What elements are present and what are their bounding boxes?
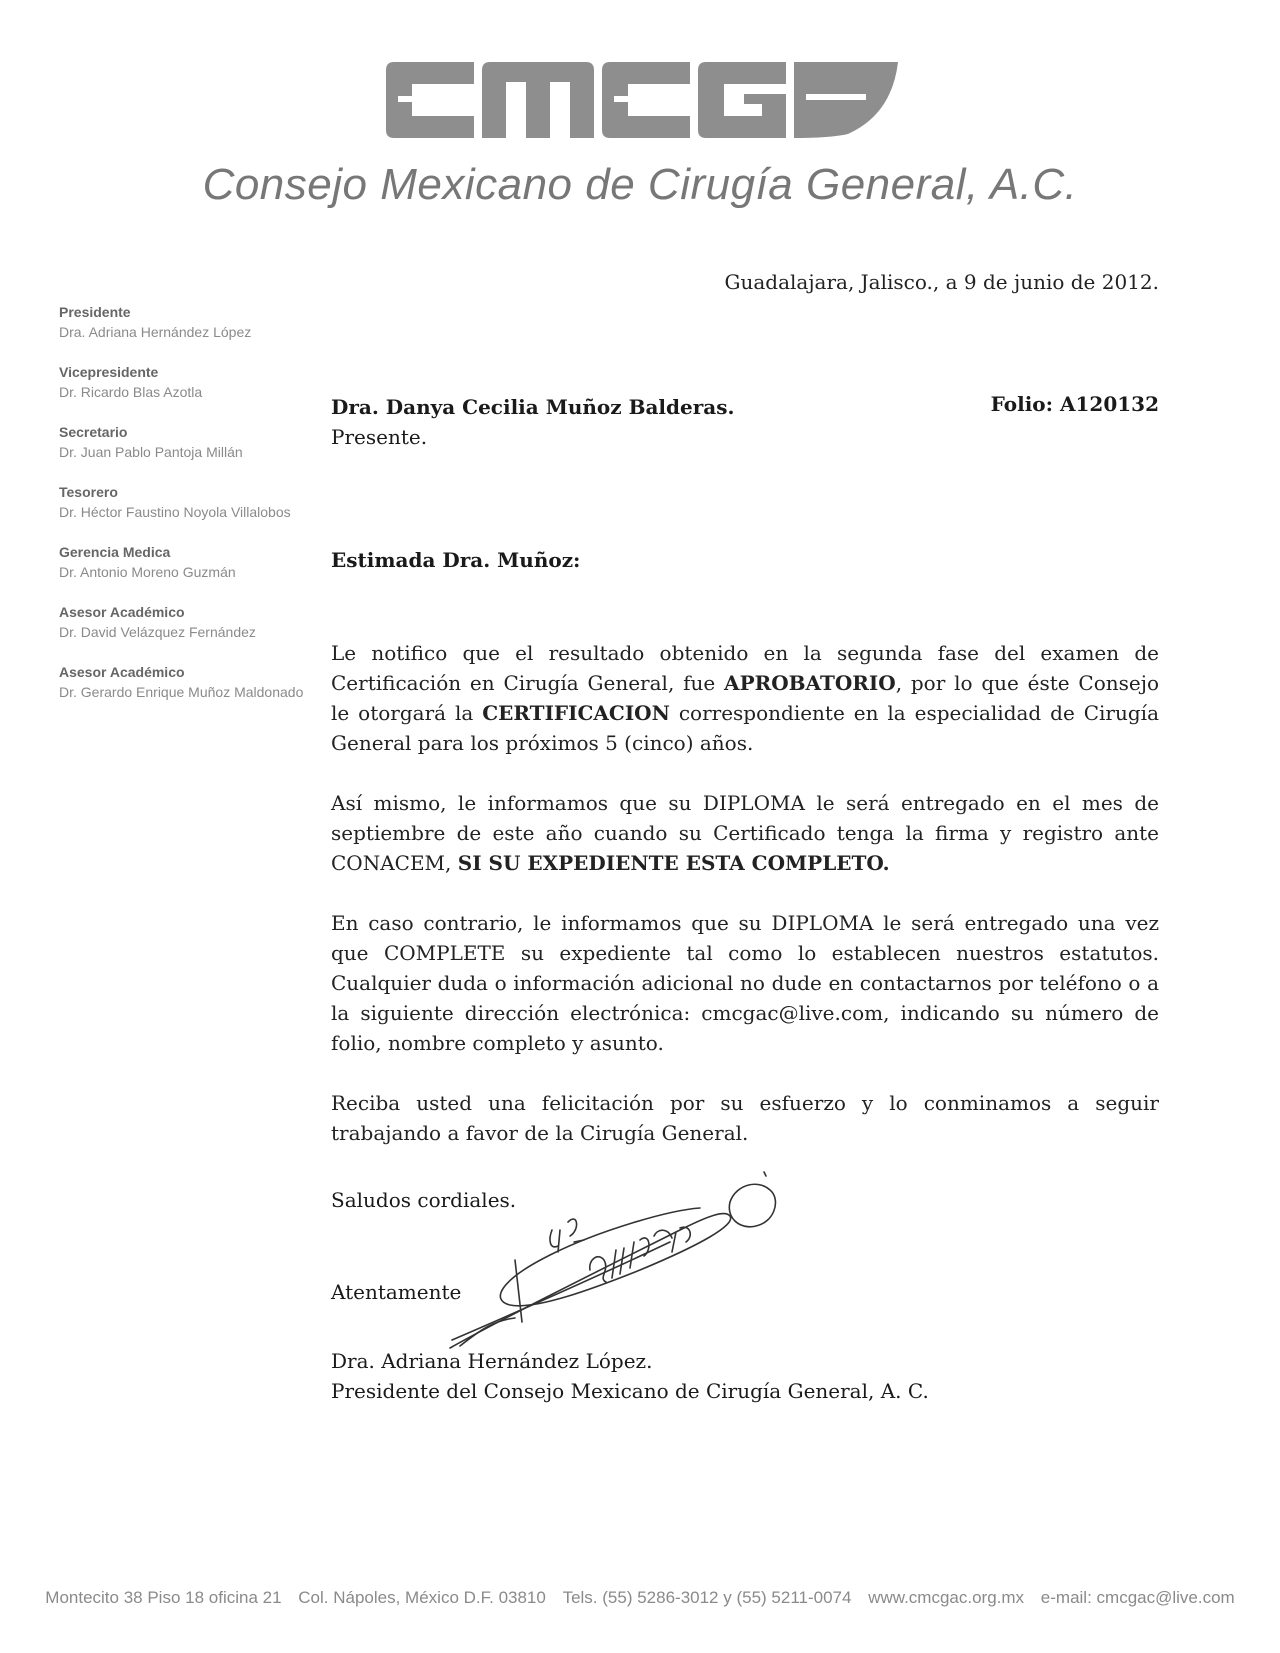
p1-text-a: Le notifico que el resultado obtenido en la segunda fase del examen de Certificación en Cirugía General, fue [331, 641, 1159, 695]
p1-aprobatorio: APROBATORIO [724, 671, 896, 695]
paragraph-result [331, 638, 1159, 758]
footer-colonia: Col. Nápoles, México D.F. 03810 [298, 1588, 546, 1607]
member-name: Dr. Gerardo Enrique Muñoz Maldonado [59, 684, 304, 700]
board-member [59, 302, 329, 342]
board-member [59, 482, 329, 522]
board-member [59, 362, 329, 402]
p1-certificacion: CERTIFICACION [482, 701, 670, 725]
member-role: Asesor Académico [59, 604, 185, 620]
board-member [59, 602, 329, 642]
board-member [59, 422, 329, 462]
p2-expediente-completo: SI SU EXPEDIENTE ESTA COMPLETO. [457, 851, 890, 875]
member-role: Gerencia Medica [59, 544, 171, 560]
footer-phones: Tels. (55) 5286-3012 y (55) 5211-0074 [562, 1588, 852, 1607]
recipient-name: Dra. Danya Cecilia Muñoz Balderas. [331, 395, 735, 419]
footer-contact [0, 1588, 1280, 1608]
cmcg-logo [378, 62, 898, 138]
recipient-presente: Presente. [331, 425, 428, 449]
footer-website: www.cmcgac.org.mx [868, 1588, 1025, 1607]
paragraph-congratulation: Reciba usted una felicitación por su esfuerzo y lo conminamos a seguir trabajando a favor de la Cirugía General. [331, 1091, 1159, 1145]
member-name: Dra. Adriana Hernández López [59, 324, 252, 340]
member-role: Tesorero [59, 484, 118, 500]
letter-date: Guadalajara, Jalisco., a 9 de junio de 2012. [724, 270, 1159, 294]
board-member [59, 662, 329, 702]
recipient-block [331, 392, 734, 452]
member-name: Dr. Héctor Faustino Noyola Villalobos [59, 504, 291, 520]
member-name: Dr. Juan Pablo Pantoja Millán [59, 444, 243, 460]
signer-name: Dra. Adriana Hernández López. [331, 1349, 653, 1373]
greeting: Saludos cordiales. [331, 1188, 517, 1212]
letter-body [331, 638, 1159, 1178]
organization-name: Consejo Mexicano de Cirugía General, A.C. [202, 160, 1078, 209]
p2-text-a: Así mismo, le informamos que su DIPLOMA le será entregado en el mes de septiembre de este año cuando su Certificado tenga la firma y registro ante CONACEM, [331, 791, 1159, 875]
member-name: Dr. David Velázquez Fernández [59, 624, 256, 640]
paragraph-contact: En caso contrario, le informamos que su DIPLOMA le será entregado una vez que COMPLETE su expediente tal como lo establecen nuestros estatutos. Cualquier duda o información adicional no dude en contactarnos por teléfono o a la siguiente dirección electrónica: cmcgac@live.com, indicando su número de folio, nombre completo y asunto. [331, 911, 1159, 1055]
footer-address: Montecito 38 Piso 18 oficina 21 [45, 1588, 282, 1607]
member-role: Secretario [59, 424, 128, 440]
signer-block [331, 1346, 929, 1406]
paragraph-diploma [331, 788, 1159, 878]
signer-title: Presidente del Consejo Mexicano de Cirugía General, A. C. [331, 1379, 929, 1403]
member-name: Dr. Antonio Moreno Guzmán [59, 564, 236, 580]
p1-text-c: , por lo que éste Consejo le otorgará la [331, 671, 1159, 725]
salutation: Estimada Dra. Muñoz: [331, 548, 581, 572]
member-role: Vicepresidente [59, 364, 159, 380]
board-member [59, 542, 329, 582]
handwritten-signature [440, 1170, 780, 1355]
board-members-list [59, 302, 329, 722]
member-role: Presidente [59, 304, 131, 320]
folio-number: Folio: A120132 [990, 392, 1159, 416]
footer-email: e-mail: cmcgac@live.com [1040, 1588, 1235, 1607]
p1-text-e: correspondiente en la especialidad de Cirugía General para los próximos 5 (cinco) años. [331, 701, 1159, 755]
member-name: Dr. Ricardo Blas Azotla [59, 384, 203, 400]
member-role: Asesor Académico [59, 664, 185, 680]
closing: Atentamente [331, 1280, 462, 1304]
